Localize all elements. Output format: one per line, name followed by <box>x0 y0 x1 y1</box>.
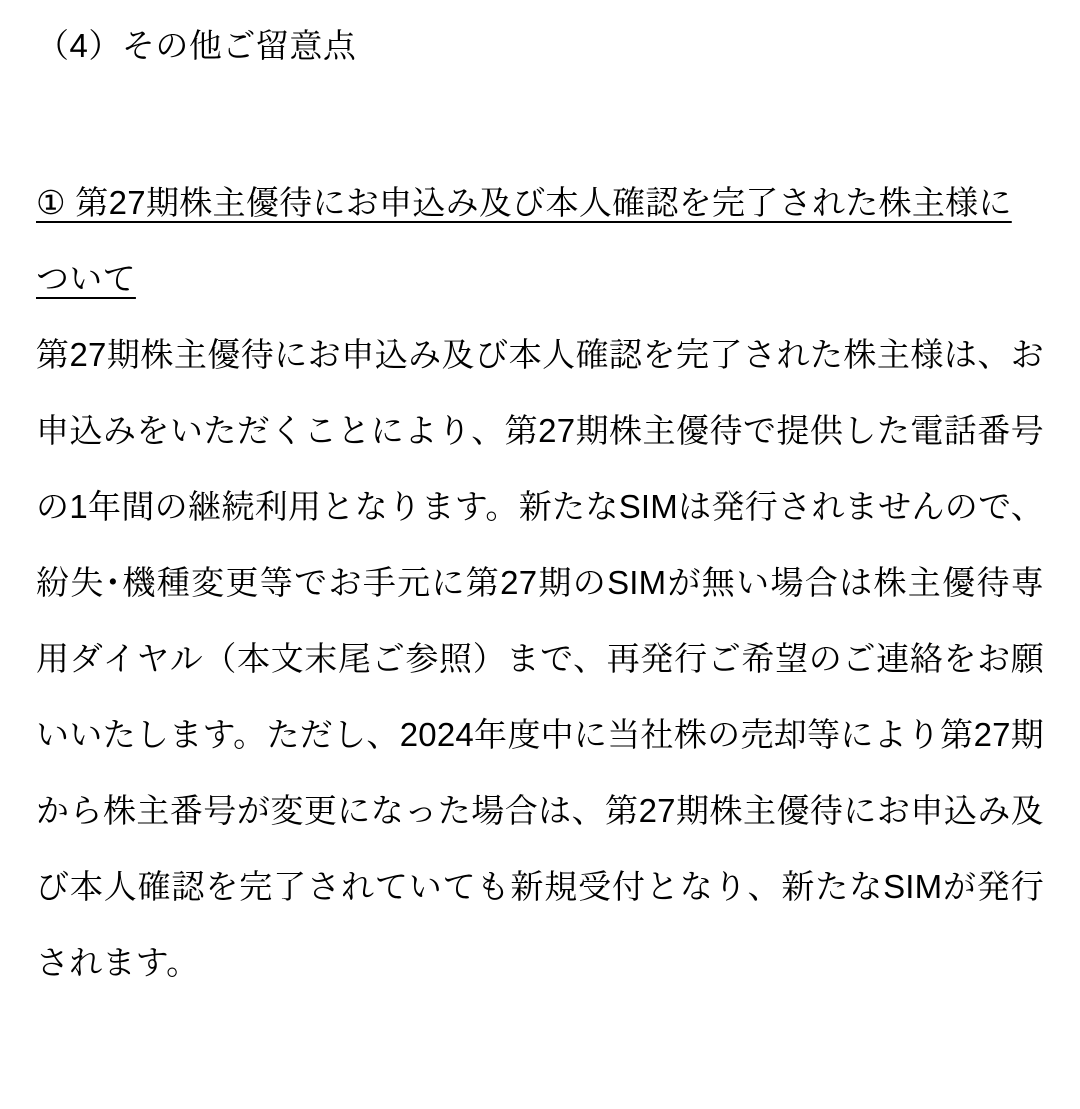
body-paragraph: 第27期株主優待にお申込み及び本人確認を完了された株主様は、お申込みをいただくことにより、第27期株主優待で提供した電話番号の1年間の継続利用となります。新たなSIMは発行されませんので、紛失･機種変更等でお手元に第27期のSIMが無い場合は株主優待専用ダイヤル（本文末尾ご参照）まで、再発行ご希望のご連絡をお願いいたします。ただし、2024年度中に当社株の売却等により第27期から株主番号が変更になった場合は、第27期株主優待にお申込み及び本人確認を完了されていても新規受付となり、新たなSIMが発行されます。 <box>36 335 1044 981</box>
heading-spacer <box>36 69 1044 165</box>
section-heading: （4）その他ご留意点 <box>36 27 357 64</box>
subsection-heading: ① 第27期株主優待にお申込み及び本人確認を完了された株主様について <box>36 183 1012 297</box>
